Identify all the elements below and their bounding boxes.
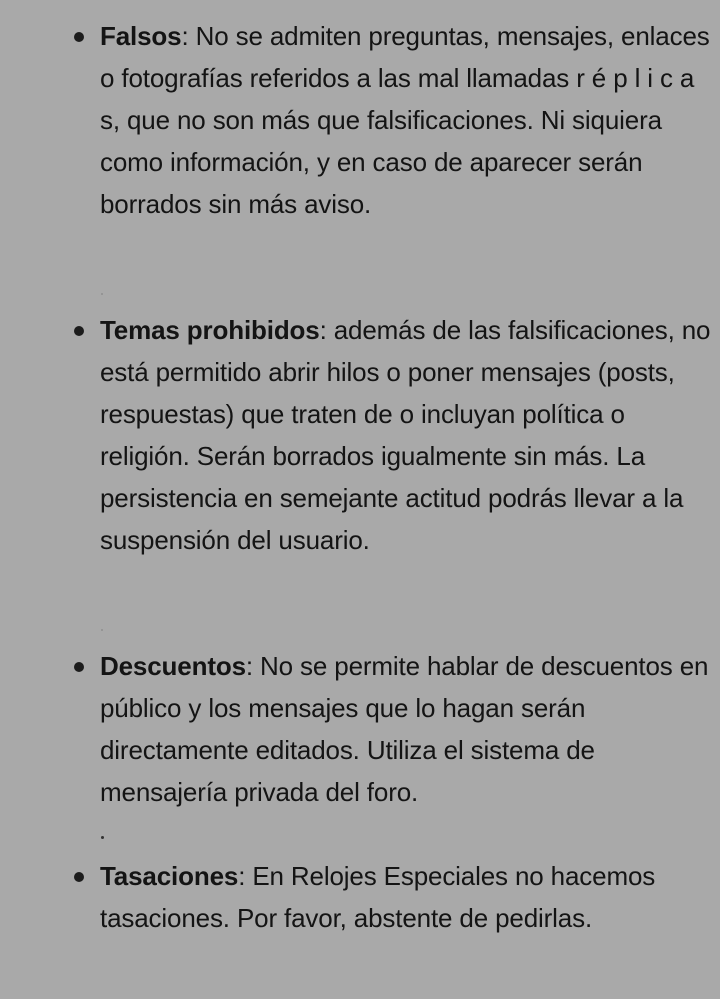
rule-title: Temas prohibidos xyxy=(100,315,320,345)
rule-body: : No se permite hablar de descuentos en público y los mensajes que lo hagan serán directamente editados. Utiliza el sistema de mensajería privada del foro. xyxy=(100,651,709,807)
separator-dot xyxy=(101,836,104,839)
rule-title: Falsos xyxy=(100,21,182,51)
rule-text xyxy=(100,855,715,939)
bullet-icon xyxy=(74,872,84,882)
rule-text xyxy=(100,309,715,561)
rule-body: : No se admiten preguntas, mensajes, enlaces o fotografías referidos a las mal llamadas r é p l i c a s, que no son más que falsificaciones. Ni siquiera como información, y en caso de aparecer serán borrados sin más aviso. xyxy=(100,21,710,219)
rule-body: : además de las falsificaciones, no está permitido abrir hilos o poner mensajes (posts, respuestas) que traten de o incluyan política o religión. Serán borrados igualmente sin más. La persistencia en semejante actitud podrás llevar a la suspensión del usuario. xyxy=(100,315,711,555)
bullet-icon xyxy=(74,662,84,672)
rule-body: : En Relojes Especiales no hacemos tasaciones. Por favor, abstente de pedirlas. xyxy=(100,861,656,933)
rule-title: Descuentos xyxy=(100,651,246,681)
rule-text xyxy=(100,645,715,813)
rule-text xyxy=(100,15,715,225)
bullet-icon xyxy=(74,32,84,42)
bullet-icon xyxy=(74,326,84,336)
separator-dot xyxy=(101,293,103,295)
rule-title: Tasaciones xyxy=(100,861,239,891)
separator-dot xyxy=(101,629,103,631)
